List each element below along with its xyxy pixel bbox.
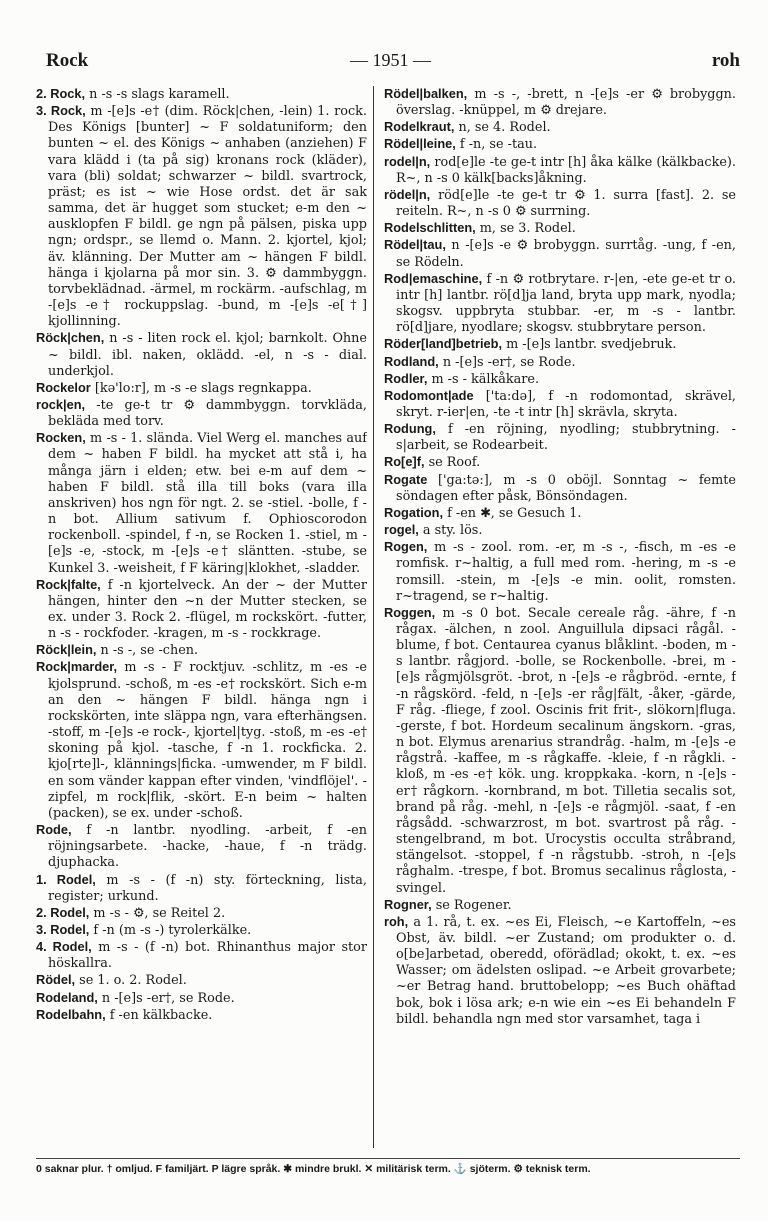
entry-definition: m -s - zool. rom. -er, m -s -, -fisch, m -es -e romfisk. r~haltig, a full med rom. -hering, m -s -e romsill. -stein, m -[e]s -e min. oolit, romsten. r~tragend, se r~haltig. xyxy=(396,540,736,604)
dictionary-entry xyxy=(36,380,367,397)
dictionary-entry xyxy=(384,154,736,187)
dictionary-entry xyxy=(384,119,736,136)
entry-headword: Rodland, xyxy=(384,353,439,369)
dictionary-entry xyxy=(36,103,367,330)
dictionary-entry xyxy=(384,454,736,471)
entry-definition: m, se 3. Rodel. xyxy=(475,221,576,237)
entry-headword: 4. Rodel, xyxy=(36,939,92,955)
entry-headword: Rödel|leine, xyxy=(384,136,456,152)
dictionary-entry xyxy=(384,505,736,522)
entry-headword: 2. Rock, xyxy=(36,86,86,101)
entry-headword: Rödel|balken, xyxy=(384,86,468,101)
entry-definition: m -s - F rocktjuv. -schlitz, m -es -e kjolsprund. -schoß, m -es -e† rockskört. Sich e-m an den ~ hängen F bildl. hänga ngn i rockskörten, inte släppa ngn, vara efterhängsen. -stoff, m -[e]s -e rock-, kjortel|tyg. -stoß, m -es -e† skoning på kjol. -tasche, f -n 1. rockficka. 2. kjo[rte]l-, klännings|ficka. -umwender, m F bildl. en som vänder kappan efter vinden, 'vindflöjel'. -zipfel, m rock|flik, -skört. E-n beim ~ halten (packen), se ex. under -schoß. xyxy=(48,660,367,821)
entry-definition: m -s 0 bot. Secale cereale råg. -ähre, f -n rågax. -älchen, n zool. Anguillula dipsaci rågål. -blume, f bot. Centaurea cyanus blåklint. -boden, m -s lantbr. rågjord. -bolle, se Rockenbolle. -brei, m -[e]s rågmjölsgröt. -brot, n -[e]s -e rågbröd. -ernte, f -n rågskörd. -feld, n -[e]s -er råg|fält, -åker, -gärde, F råg. -fliege, f zool. Oscinis frit frit-, slökorn|fluga. -gerste, f bot. Hordeum secalinum ängskorn. -gras, n bot. Elymus arenarius strandråg. -halm, m -[e]s -e rågstrå. -kaffee, m -s rågkaffe. -kleie, f -n rågkli. -kloß, m -es -e† kök. ung. kroppkaka. -korn, n -[e]s -er† rågkorn. -kornbrand, m bot. Tilletia secalis sot, brand på råg. -mehl, n -[e]s -e rågmjöl. -saat, f -en rågsådd. -schwarzrost, m bot. svartrost på råg. -stengelbrand, m bot. Urocystis occulta stråbrand, stängelsot. -stoppel, f -n rågstubb. -stroh, n -[e]s råghalm. -trespe, f bot. Bromus secalinus råglosta, -svingel. xyxy=(396,605,736,896)
dictionary-entry xyxy=(384,136,736,153)
dictionary-entry xyxy=(384,472,736,505)
entry-headword: Rodelkraut, xyxy=(384,119,455,135)
entry-definition: se Roof. xyxy=(424,455,481,471)
entry-definition: m -s -, -brett, n -[e]s -er ⚙ brobyggn. överslag. -knüppel, m ⚙ drejare. xyxy=(396,87,736,119)
entry-headword: Rodelbahn, xyxy=(36,1006,106,1022)
entry-definition: rod[e]le -te ge-t intr [h] åka kälke (kälkbacke). R~, n -s 0 kälk[backs]åkning. xyxy=(396,154,736,186)
dictionary-entry xyxy=(384,187,736,220)
dictionary-entry xyxy=(384,336,736,353)
entry-definition: -te ge-t tr ⚙ dammbyggn. torvkläda, bekläda med torv. xyxy=(48,397,367,430)
dictionary-entry xyxy=(36,659,367,822)
dictionary-entry xyxy=(36,642,367,659)
entry-headword: Rogen, xyxy=(384,539,428,555)
entry-definition: röd[e]le -te ge-t tr ⚙ 1. surra [fast]. 2. se reiteln. R~, n -s 0 ⚙ surrning. xyxy=(396,187,736,220)
left-column xyxy=(36,86,367,1150)
dictionary-entry xyxy=(36,397,367,430)
entry-headword: Rogner, xyxy=(384,896,432,912)
entry-headword: Ro[e]f, xyxy=(384,454,425,470)
entry-headword: Rogation, xyxy=(384,504,443,520)
entry-definition: [kə'lo:r], m -s -e slags regnkappa. xyxy=(90,380,312,396)
entry-definition: f -en ✱, se Gesuch 1. xyxy=(443,505,582,521)
entry-definition: m -s - 1. slända. Viel Werg el. manches auf dem ~ haben F bildl. ha mycket att stå i, ha många järn i elden; etw. bei e-m auf dem ~ haben F bildl. stå illa till boks (vara illa anskriven) hos ngn för ngt. 2. se -stiel. -bolle, f -n bot. Allium sativum f. Ophioscorodon rockenboll. -spindel, f -n, se Rocken 1. -stiel, m -[e]s -e, -stock, m -[e]s -e† släntten. -stube, se Kunkel 3. -weisheit, f F käring|klokhet, -sladder. xyxy=(48,431,367,576)
dictionary-entry xyxy=(384,388,736,421)
entry-headword: Rödel|tau, xyxy=(384,237,446,253)
dictionary-entry xyxy=(384,914,736,1028)
entry-headword: 3. Rock, xyxy=(36,103,86,119)
right-column xyxy=(384,86,736,1150)
dictionary-entry xyxy=(384,371,736,388)
dictionary-entry xyxy=(384,522,736,539)
footer-divider xyxy=(36,1158,740,1159)
entry-headword: Röck|chen, xyxy=(36,330,105,346)
entry-headword: Roggen, xyxy=(384,604,436,620)
entry-definition: n -[e]s -er†, se Rode. xyxy=(97,990,235,1006)
entry-definition: f -en kälkbacke. xyxy=(105,1007,213,1023)
entry-definition: n -[e]s -e ⚙ brobyggn. surrtåg. -ung, f -en, se Rödeln. xyxy=(396,238,736,270)
dictionary-entry xyxy=(36,1007,367,1024)
dictionary-entry xyxy=(36,972,367,989)
dictionary-entry xyxy=(384,86,736,119)
entry-headword: Rock|marder, xyxy=(36,659,118,675)
entry-definition: n -s -s slags karamell. xyxy=(85,87,230,102)
dictionary-entry xyxy=(384,605,736,897)
entry-definition: ['ta:də], f -n rodomontad, skrävel, skryt. r-ier|en, -te -t intr [h] skrävla, skryta. xyxy=(396,388,736,420)
entry-headword: Rodelschlitten, xyxy=(384,220,476,236)
entry-definition: f -n lantbr. nyodling. -arbeit, f -en röjningsarbete. -hacke, -haue, f -n trädg. djuphacka. xyxy=(48,823,367,871)
entry-headword: Rodung, xyxy=(384,421,436,437)
entry-headword: Rodler, xyxy=(384,370,428,386)
dictionary-entry xyxy=(36,330,367,379)
header-guide-word-left: Rock xyxy=(46,50,89,71)
dictionary-entry xyxy=(36,86,367,103)
entry-headword: Rod|emaschine, xyxy=(384,270,483,286)
entry-definition: f -en röjning, nyodling; stubbrytning. -s|arbeit, se Rodearbeit. xyxy=(396,422,736,454)
entry-headword: Rodeland, xyxy=(36,989,98,1005)
entry-headword: 2. Rodel, xyxy=(36,904,90,920)
entry-definition: m -s - (f -n) bot. Rhinanthus major stor höskallra. xyxy=(48,940,367,972)
entry-definition: se 1. o. 2. Rodel. xyxy=(75,973,187,989)
entry-headword: 1. Rodel, xyxy=(36,871,96,887)
dictionary-entry xyxy=(384,897,736,914)
entry-headword: Rocken, xyxy=(36,430,86,446)
dictionary-entry xyxy=(36,872,367,905)
entry-headword: Rode, xyxy=(36,822,72,838)
entry-headword: Röder[land]betrieb, xyxy=(384,336,503,352)
entry-definition: f -n (m -s -) tyrolerkälke. xyxy=(89,922,252,938)
dictionary-entry xyxy=(384,421,736,454)
entry-definition: f -n ⚙ rotbrytare. r-|en, -ete ge-et tr o. intr [h] lantbr. rö[d]ja land, bryta upp mark, nyodla; skogsv. uppbryta stubbar. -er, m -s - lantbr. rö[d]jare, nyodlare; skogsv. stubbrytare person. xyxy=(396,271,736,336)
entry-headword: Rockelor xyxy=(36,379,91,395)
entry-headword: rodel|n, xyxy=(384,153,431,169)
entry-definition: m -s - kälkåkare. xyxy=(427,371,540,387)
entry-headword: Rödel, xyxy=(36,972,76,988)
page-header xyxy=(40,50,740,80)
entry-definition: se Rogener. xyxy=(431,897,512,913)
entry-definition: a 1. rå, t. ex. ~es Ei, Fleisch, ~e Kartoffeln, ~es Obst, äv. bildl. ~er Zustand; om produkter o. d. o[be]arbetad, oberedd, oförädlad; okokt, t. ex. ~es Wasser; om ädelsten oslipad. ~e Arbeit grovarbete; ~er Betrag hand. bruttobelopp; ~es Buch ohäftad bok, bok i lösa ark; e-n wie ein ~es Ei behandeln F bildl. behandla ngn med stor varsamhet, taga i xyxy=(396,914,736,1027)
entry-definition: ['ga:tə:], m -s 0 oböjl. Sonntag ~ femte söndagen efter påsk, Bönsöndagen. xyxy=(396,472,736,504)
entry-definition: m -s - ⚙, se Reitel 2. xyxy=(89,905,226,921)
entry-definition: m -[e]s lantbr. svedjebruk. xyxy=(502,337,677,353)
dictionary-entry xyxy=(36,922,367,939)
dictionary-entry xyxy=(36,905,367,922)
dictionary-entry xyxy=(36,577,367,643)
column-divider xyxy=(373,86,374,1148)
dictionary-entry xyxy=(36,822,367,871)
dictionary-entry xyxy=(36,939,367,972)
entry-headword: Rock|falte, xyxy=(36,576,101,592)
entry-headword: roh, xyxy=(384,913,409,929)
entry-headword: Röck|lein, xyxy=(36,642,97,658)
entry-headword: rödel|n, xyxy=(384,186,431,202)
header-guide-word-right: roh xyxy=(711,50,740,71)
entry-definition: f -n kjortelveck. An der ~ der Mutter hängen, hinter den ~n der Mutter stecken, se ex. under 3. Rock 2. -flügel, m rockskört. -futter, n -s - rockfoder. -kragen, m -s - rockkrage. xyxy=(48,577,367,642)
entry-definition: m -[e]s -e† (dim. Röck|chen, -lein) 1. rock. Des Königs [bunter] ~ F soldatuniform; den bunten ~ el. des Königs ~ anhaben (anziehen) F vara klädd i (ta på sig) kronans rock (kläder), vara (bli) soldat; schwarzer ~ bildl. svartrock, präst; es ist ~ wie Hose ordst. det är sak samma, det är hugget som stucket; e-m den ~ ausklopfen F bildl. ge ngn på pälsen, piska upp ngn; ordspr., se llemd o. Mann. 2. kjortel, kjol; äv. klänning. Der Mutter am ~ hängen F bildl. hänga i kjolarna på mor sin. 3. ⚙ dammbyggn. torvbeklädnad. -ärmel, m rockärm. -aufschlag, m -[e]s -e† rockuppslag. -bund, m -[e]s -e[†] kjollinning. xyxy=(48,104,367,330)
entry-definition: n -[e]s -er†, se Rode. xyxy=(438,354,576,370)
entry-headword: rock|en, xyxy=(36,396,86,412)
entry-definition: m -s - (f -n) sty. förteckning, lista, register; urkund. xyxy=(48,872,367,904)
dictionary-entry xyxy=(384,539,736,605)
dictionary-entry xyxy=(36,990,367,1007)
dictionary-entry xyxy=(36,430,367,576)
entry-headword: 3. Rodel, xyxy=(36,921,90,937)
entry-definition: f -n, se -tau. xyxy=(455,137,538,153)
entry-headword: Rogate xyxy=(384,471,428,487)
entry-headword: Rodomont|ade xyxy=(384,387,474,403)
dictionary-entry xyxy=(384,237,736,270)
entry-definition: n -s - liten rock el. kjol; barnkolt. Ohne ~ bildl. ibl. naken, oklädd. -el, n -s - dial. underkjol. xyxy=(48,331,367,379)
entry-definition: n, se 4. Rodel. xyxy=(454,120,551,136)
dictionary-entry xyxy=(384,354,736,371)
abbreviation-legend: 0 saknar plur. † omljud. F familjärt. P lägre språk. ✱ mindre brukl. ✕ militärisk term. ⚓ sjöterm. ⚙ teknisk term. xyxy=(36,1163,591,1175)
page-number: — 1951 — xyxy=(350,50,431,70)
entry-definition: n -s -, se -chen. xyxy=(96,643,199,659)
dictionary-entry xyxy=(384,271,736,337)
dictionary-entry xyxy=(384,220,736,237)
entry-headword: rogel, xyxy=(384,522,419,538)
entry-definition: a sty. lös. xyxy=(418,523,483,539)
